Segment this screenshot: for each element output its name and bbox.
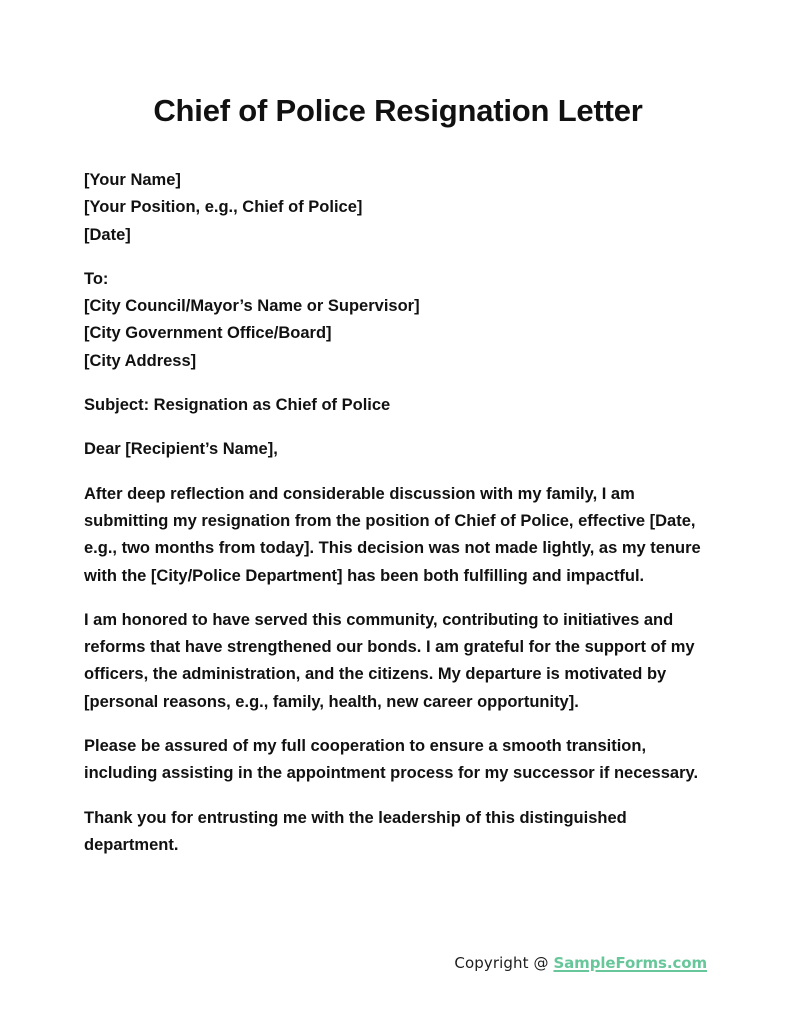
body-paragraph-2: I am honored to have served this community, contributing to initiatives and reforms that have strengthened our bonds. I am grateful for the support of my officers, the administration, and the citizens. My departure is motivated by [personal reasons, e.g., family, health, new career opportunity]. — [84, 610, 695, 711]
body-paragraph-3: Please be assured of my full cooperation to ensure a smooth transition, including assisting in the appointment process for my successor if necessary. — [84, 737, 699, 783]
body-paragraph-1: After deep reflection and considerable discussion with my family, I am submitting my resignation from the position of Chief of Police, effective [Date, e.g., two months from today]. This decision was not made lightly, as my tenure with the [City/Police Department] has been both fulfilling and impactful. — [84, 484, 701, 585]
closing-paragraph: Thank you for entrusting me with the leadership of this distinguished department. — [84, 808, 627, 854]
sampleforms-link[interactable]: SampleForms.com — [553, 954, 707, 972]
sender-line-date: [Date] — [84, 225, 131, 244]
footer — [454, 954, 707, 972]
subject-line: Subject: Resignation as Chief of Police — [84, 396, 391, 415]
sender-line-position: [Your Position, e.g., Chief of Police] — [84, 198, 363, 217]
recipient-label: To: — [84, 269, 109, 288]
page-title: Chief of Police Resignation Letter — [153, 92, 643, 128]
salutation: Dear [Recipient’s Name], — [84, 440, 278, 459]
recipient-line-office: [City Government Office/Board] — [84, 324, 332, 343]
sender-line-name: [Your Name] — [84, 171, 181, 189]
sender-block — [84, 167, 709, 249]
letter-body — [84, 167, 709, 876]
copyright-text: Copyright @ — [454, 954, 554, 972]
recipient-line-name: [City Council/Mayor’s Name or Supervisor] — [84, 297, 420, 316]
recipient-block — [84, 266, 709, 375]
recipient-line-address: [City Address] — [84, 351, 197, 370]
